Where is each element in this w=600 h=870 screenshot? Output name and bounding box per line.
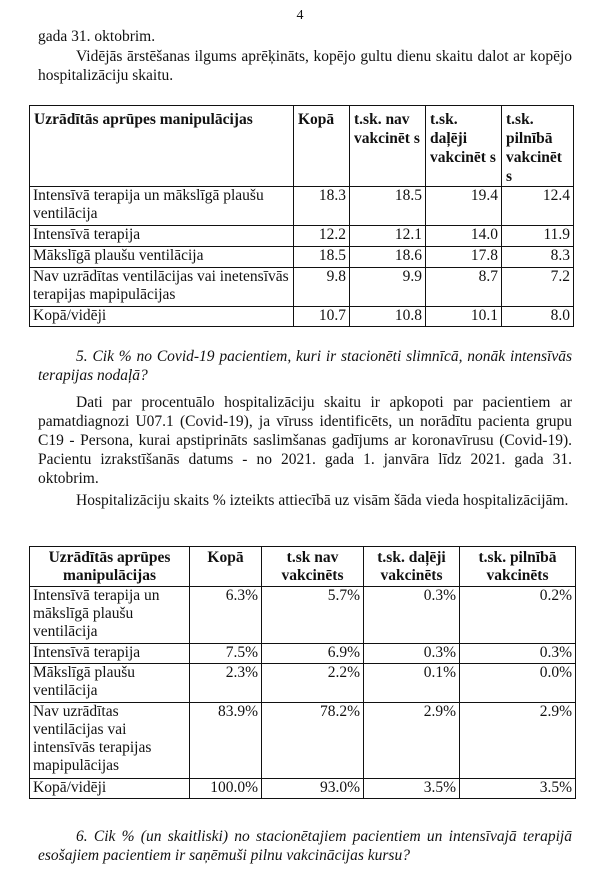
row-label: Nav uzrādītas ventilācijas vai intensīvās terapijas mapipulācijas xyxy=(30,703,190,779)
table-row xyxy=(30,247,574,268)
column-header-unvaccinated: t.sk nav vakcinēts xyxy=(262,547,364,587)
cell-partial: 19.4 xyxy=(426,187,502,226)
cell-total: 7.5% xyxy=(190,644,262,664)
row-label: Intensīvā terapija un mākslīgā plaušu ventilācija xyxy=(30,587,190,644)
cell-full: 8.3 xyxy=(502,247,574,268)
cell-unvaccinated: 6.9% xyxy=(262,644,364,664)
cell-unvaccinated: 2.2% xyxy=(262,664,364,703)
cell-full: 12.4 xyxy=(502,187,574,226)
cell-total: 100.0% xyxy=(190,779,262,799)
table-row xyxy=(30,268,574,307)
cell-full: 8.0 xyxy=(502,307,574,327)
table-row xyxy=(30,587,576,644)
cell-partial: 10.1 xyxy=(426,307,502,327)
cell-total: 6.3% xyxy=(190,587,262,644)
cell-partial: 0.1% xyxy=(364,664,460,703)
row-label: Intensīvā terapija xyxy=(30,226,294,247)
cell-partial: 8.7 xyxy=(426,268,502,307)
table-row xyxy=(30,187,574,226)
column-header-total: Kopā xyxy=(190,547,262,587)
cell-total: 18.5 xyxy=(294,247,350,268)
cell-full: 0.0% xyxy=(460,664,576,703)
cell-unvaccinated: 18.5 xyxy=(350,187,426,226)
row-label: Kopā/vidēji xyxy=(30,779,190,799)
row-label: Kopā/vidēji xyxy=(30,307,294,327)
column-header-manipulations: Uzrādītās aprūpes manipulācijas xyxy=(30,106,294,187)
table-header-row xyxy=(30,106,574,187)
cell-full: 7.2 xyxy=(502,268,574,307)
cell-unvaccinated: 18.6 xyxy=(350,247,426,268)
column-header-full: t.sk. pilnībā vakcinēts xyxy=(460,547,576,587)
column-header-unvaccinated: t.sk. nav vakcinēt s xyxy=(350,106,426,187)
cell-total: 12.2 xyxy=(294,226,350,247)
cell-total: 2.3% xyxy=(190,664,262,703)
cell-total: 9.8 xyxy=(294,268,350,307)
cell-unvaccinated: 12.1 xyxy=(350,226,426,247)
percentage-table xyxy=(29,546,576,799)
row-label: Intensīvā terapija un mākslīgā plaušu ventilācija xyxy=(30,187,294,226)
table-row xyxy=(30,664,576,703)
cell-unvaccinated: 93.0% xyxy=(262,779,364,799)
cell-partial: 0.3% xyxy=(364,587,460,644)
column-header-manipulations: Uzrādītās aprūpes manipulācijas xyxy=(30,547,190,587)
column-header-total: Kopā xyxy=(294,106,350,187)
cell-partial: 17.8 xyxy=(426,247,502,268)
cell-partial: 14.0 xyxy=(426,226,502,247)
duration-table xyxy=(29,105,574,327)
table-row-total xyxy=(30,307,574,327)
cell-partial: 3.5% xyxy=(364,779,460,799)
column-header-full: t.sk. pilnībā vakcinēt s xyxy=(502,106,574,187)
table-row xyxy=(30,226,574,247)
column-header-partial: t.sk. daļēji vakcinēt s xyxy=(426,106,502,187)
cell-unvaccinated: 5.7% xyxy=(262,587,364,644)
cell-total: 10.7 xyxy=(294,307,350,327)
table-row xyxy=(30,703,576,779)
row-label: Mākslīgā plaušu ventilācija xyxy=(30,664,190,703)
cell-full: 2.9% xyxy=(460,703,576,779)
table-header-row xyxy=(30,547,576,587)
intro-line: gada 31. oktobrim. xyxy=(38,28,156,45)
cell-unvaccinated: 10.8 xyxy=(350,307,426,327)
cell-unvaccinated: 9.9 xyxy=(350,268,426,307)
paragraph-5a: Dati par procentuālo hospitalizāciju skaitu ir apkopoti par pacientiem ar pamatdiagnozi U07.1 (Covid-19), ja vīruss identificēts, un norādītu pacienta grupu C19 - Persona, kurai apstiprināts saslimšanas gadījums ar koronavīrusu (Covid-19). Pacientu izrakstīšanās datums - no 2021. gada 1. janvāra līdz 2021. gada 31. oktobrim. xyxy=(38,394,572,487)
intro-paragraph: Vidējās ārstēšanas ilgums aprēķināts, kopējo gultu dienu skaitu dalot ar kopējo hospitalizāciju skaitu. xyxy=(38,48,572,84)
question-6: 6. Cik % (un skaitliski) no stacionētajiem pacientiem un intensīvajā terapijā esošajiem pacientiem ir saņēmuši pilnu vakcinācijas kursu? xyxy=(38,828,572,864)
cell-full: 3.5% xyxy=(460,779,576,799)
paragraph-5b: Hospitalizāciju skaits % izteikts attiecībā uz visām šāda vieda hospitalizācijām. xyxy=(76,492,569,509)
question-5: 5. Cik % no Covid-19 pacientiem, kuri ir stacionēti slimnīcā, nonāk intensīvās terapijas nodaļā? xyxy=(38,348,572,384)
table-row-total xyxy=(30,779,576,799)
cell-partial: 0.3% xyxy=(364,644,460,664)
column-header-partial: t.sk. daļēji vakcinēts xyxy=(364,547,460,587)
cell-total: 83.9% xyxy=(190,703,262,779)
row-label: Intensīvā terapija xyxy=(30,644,190,664)
table-row xyxy=(30,644,576,664)
cell-full: 0.3% xyxy=(460,644,576,664)
row-label: Nav uzrādītas ventilācijas vai inetensīvās terapijas mapipulācijas xyxy=(30,268,294,307)
page-number: 4 xyxy=(296,8,304,23)
cell-full: 0.2% xyxy=(460,587,576,644)
cell-unvaccinated: 78.2% xyxy=(262,703,364,779)
cell-total: 18.3 xyxy=(294,187,350,226)
cell-partial: 2.9% xyxy=(364,703,460,779)
row-label: Mākslīgā plaušu ventilācija xyxy=(30,247,294,268)
cell-full: 11.9 xyxy=(502,226,574,247)
